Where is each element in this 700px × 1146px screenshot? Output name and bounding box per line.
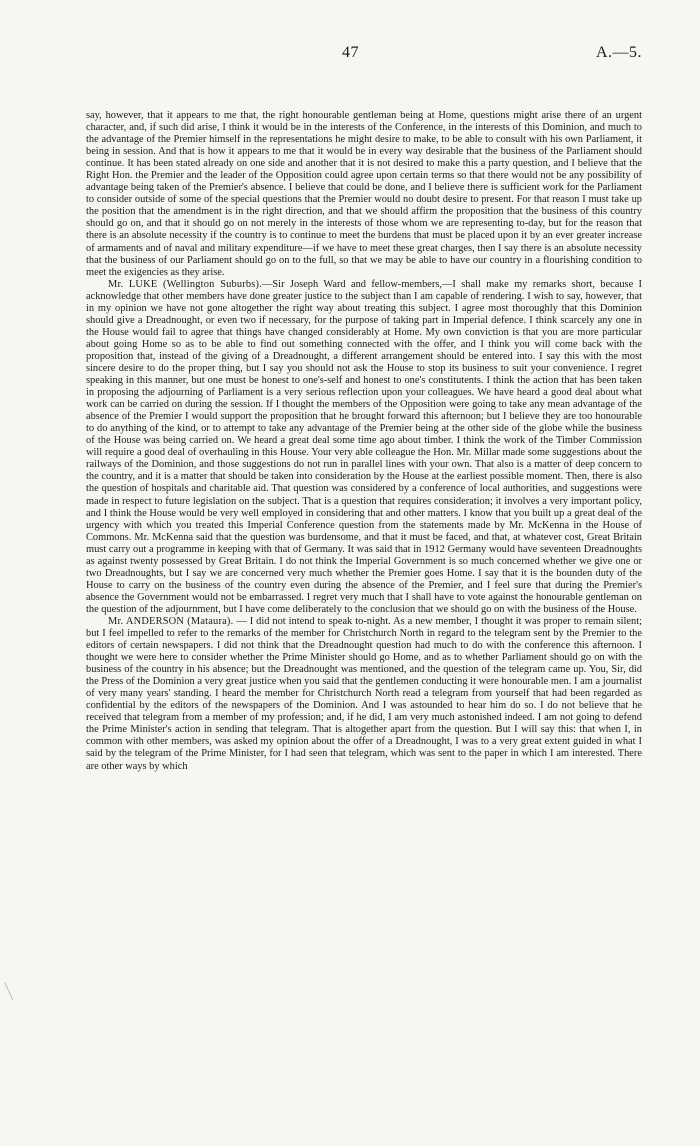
paragraph-text: —Sir Joseph Ward and fellow-members,—I shall make my remarks short, because I acknowledge that other members have done greater justice to the subject than I am capable of rendering. I wish to say, however, that in my opinion we have not gone altogether the right way about treating this subject. I agree most thoroughly that this Dominion should give a Dreadnought, or even two if necessary, for the purpose of taking part in Imperial defence. I think scarcely any one in the House would fail to agree that things have changed considerably at Home. My own conviction is that you are more particular about going Home so as to be able to find out something connected with the offer, and I think you will come back with the proposition that, instead of the giving of a Dreadnought, a different arrangement should be entered into. I say this with the most sincere desire to do the proper thing, but I say you should not ask the House to stop its business to suit your convenience. I regret speaking in this manner, but one must be honest to one's-self and honest to one's constitutents. I think the action that has been taken in proposing the adjourning of Parliament is a very serious reflection upon your colleagues. We have heard a good deal about what work can be carried on during the session. If I thought the members of the Opposition were going to take any mean advantage of the absence of the Premier I would support the proposition that he brought forward this afternoon; but I believe they are too honourable to do anything of the kind, or to attempt to take any advantage of the Premier being at the other side of the globe while the business of the House was being carried on. We heard a great deal some time ago about timber. I think the work of the Timber Commission will require a good deal of overhauling in this House. Your very able colleague the Hon. Mr. Millar made some suggestions about the railways of the Dominion, and those suggestions do not run in parallel lines with your own. That also is a matter of deep concern to the country, and it is a matter that should be taken into consideration by the House at the earliest possible moment. Then, there is also the question of hospitals and charitable aid. That question was considered by a conference of local authorities, and suggestions were made in respect to future legislation on the subject. That is a question that requires consideration; it involves a very important policy, and I think the House would be very well employed in considering that and other matters. I know that you built up a great deal of the urgency with which you treated this Imperial Conference question from the statements made by Mr. McKenna in the House of Commons. Mr. McKenna said that the question was burdensome, and that it must be faced, and that, at whatever cost, Great Britain must carry out a programme in keeping with that of Germany. It was said that in 1912 Germany would have seventeen Dreadnoughts as against twenty possessed by Great Britain. I do not think the Imperial Government is so much concerned whether we give one or two Dreadnoughts, but I say we are concerned very much whether the Premier goes Home. I say that it is the bounden duty of the House to carry on the business of the country even during the absence of the Premier, and I feel sure that during the Premier's absence the Government would not be embarrassed. I regret very much that I shall have to vote against the honourable gentleman on the question of the adjournment, but I have come deliberately to the conclusion that we should go on with the business of the House. (86, 278, 642, 615)
speaker-name: Mr. LUKE (Wellington Suburbs). (108, 278, 263, 290)
paragraph (86, 110, 642, 279)
speech-paragraph (86, 279, 642, 616)
body-text (86, 110, 642, 773)
paragraph-text: say, however, that it appears to me that, the right honourable gentleman being at Home, questions might arise there of an urgent character, and, if such did arise, I think it would be in the interests of the Conference, in the interests of this Dominion, and much to the advantage of the Premier himself in the representations he might desire to make, to be able to consult with his own Parliament, it being in session. And that is how it appears to me that it would be in every way desirable that the business of the Parliament should continue. It has been stated already on one side and another that it is not desired to make this a party question, and I believe that the Right Hon. the Premier and the leader of the Opposition could agree upon certain terms so that there would not be any possibility of advantage being taken of the Premier's absence. I believe that could be done, and I believe there is sufficient work for the Parliament to consider outside of some of the special questions that the Premier would no doubt desire to present. For that reason I must take up the position that the amendment is in the right direction, and that we should affirm the proposition that the business of this country should go on, and that it should go on not merely in the interests of those whom we are representing to-day, but for the reason that there is an absolute necessity if the country is to continue to meet the burdens that must be placed upon it by an ever greater increase of armaments and of naval and military expenditure—if we have to meet these great charges, then I say there is an absolute necessity that the business of our Parliament should go on to the full, so that we may be able to have our country in a flourishing condition to meet the exigencies as they arise. (86, 110, 642, 278)
margin-mark (4, 979, 19, 1000)
paragraph-text: — I did not intend to speak to-night. As a new member, I thought it was proper to remain silent; but I feel impelled to refer to the remarks of the member for Christchurch North in regard to the telegram sent by the Premier to the editors of certain newspapers. I did not think that the Dreadnought question had much to do with the conference this afternoon. I thought we were here to consider whether the Prime Minister should go Home, and as to whether Parliament should go on with the business of the country in his absence; but the Dreadnought was mentioned, and the question of the telegram came up. You, Sir, did the Press of the Dominion a very great justice when you said that the gentlemen conducting it were honourable men. I am a journalist of very many years' standing. I heard the member for Christchurch North read a telegram from yourself that had been regarded as confidential by the editors of the newspapers of the Dominion. And I was astounded to hear him do so. I do not believe that he received that telegram from a member of my profession; and, if he did, I am very much astonished indeed. I am not going to defend the Prime Minister's action in sending that telegram. That is altogether apart from the question. But I will say this: that when I, in common with other members, was asked my opinion about the offer of a Dreadnought, I was to a very great extent guided in what I said by the telegram of the Prime Minister, for I had seen that telegram, which was sent to the paper in which I am interested. There are other ways by which (86, 615, 642, 772)
page-number: 47 (342, 44, 359, 61)
speaker-name: Mr. ANDERSON (Mataura). (108, 615, 234, 627)
document-reference: A.—5. (595, 44, 642, 61)
page-header (86, 44, 642, 74)
speech-paragraph (86, 616, 642, 773)
